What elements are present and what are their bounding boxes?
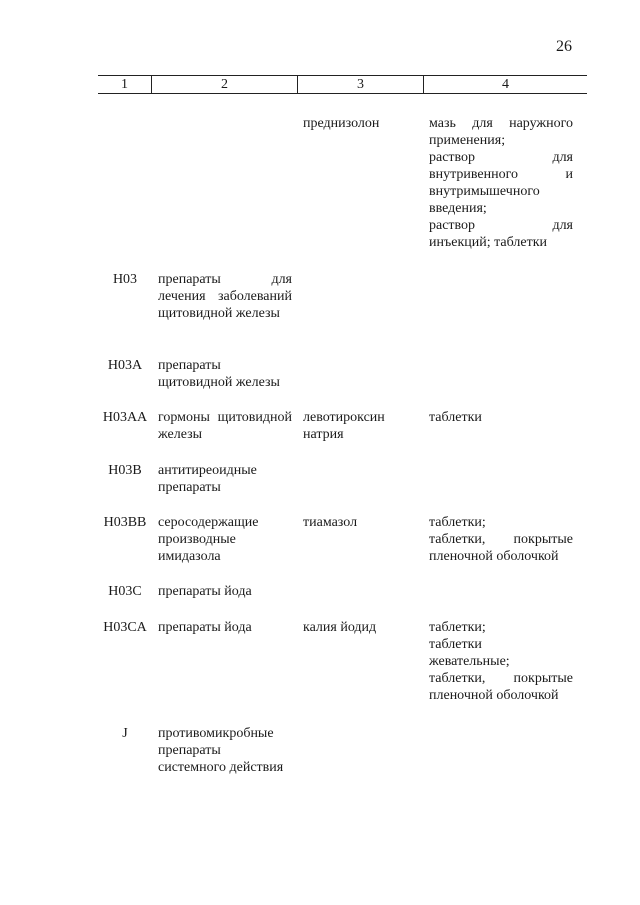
form-line: таблетки (429, 637, 482, 652)
form-line: мазь для наружного (429, 116, 573, 131)
page-number: 26 (556, 38, 572, 55)
form-line: таблетки; (429, 515, 486, 530)
group-name: препараты йода (158, 584, 252, 599)
header-col-3: 3 (298, 76, 424, 93)
drug-name: преднизолон (303, 116, 380, 131)
group-name: гормоны щитовидной железы (158, 410, 292, 442)
atc-code: H03A (107, 358, 143, 373)
group-name: противомикробные препараты системного действия (158, 726, 284, 775)
drug-name: левотироксин натрия (303, 410, 385, 442)
group-name: препараты для лечения заболеваний щитовидной железы (158, 272, 292, 321)
form-line: пленочной оболочкой (429, 549, 559, 564)
atc-code: J (122, 726, 128, 741)
form-line: внутримышечного (429, 184, 540, 199)
group-name: препараты щитовидной железы (158, 358, 280, 390)
drug-name: тиамазол (303, 515, 358, 530)
form-line: таблетки; (429, 620, 486, 635)
header-col-2: 2 (152, 76, 298, 93)
table-header (98, 75, 587, 94)
dosage-form (429, 409, 573, 426)
group-name: серосодержащие производные имидазола (158, 515, 259, 564)
form-line: раствор для (429, 150, 573, 165)
form-line: инъекций; таблетки (429, 235, 547, 250)
dosage-form (429, 619, 573, 704)
atc-code: H03C (108, 584, 142, 599)
dosage-form (429, 514, 573, 565)
form-line: пленочной оболочкой (429, 688, 559, 703)
form-line: введения; (429, 201, 487, 216)
form-line: таблетки, покрытые (429, 671, 573, 686)
atc-code: H03BB (103, 515, 147, 530)
form-line: таблетки, покрытые (429, 532, 573, 547)
header-col-4: 4 (502, 77, 509, 92)
atc-code: H03CA (103, 620, 147, 635)
atc-code: H03AA (102, 410, 148, 425)
form-line: таблетки (429, 410, 482, 425)
atc-code: H03 (112, 272, 138, 287)
drug-name: калия йодид (303, 620, 377, 635)
dosage-form (429, 115, 573, 251)
form-line: внутривенного и (429, 167, 573, 182)
form-line: применения; (429, 133, 506, 148)
form-line: жевательные; (429, 654, 510, 669)
atc-code: H03B (108, 463, 142, 478)
form-line: раствор для (429, 218, 573, 233)
group-name: препараты йода (158, 620, 252, 635)
group-name: антитиреоидные препараты (158, 463, 257, 495)
header-col-1: 1 (98, 76, 152, 93)
